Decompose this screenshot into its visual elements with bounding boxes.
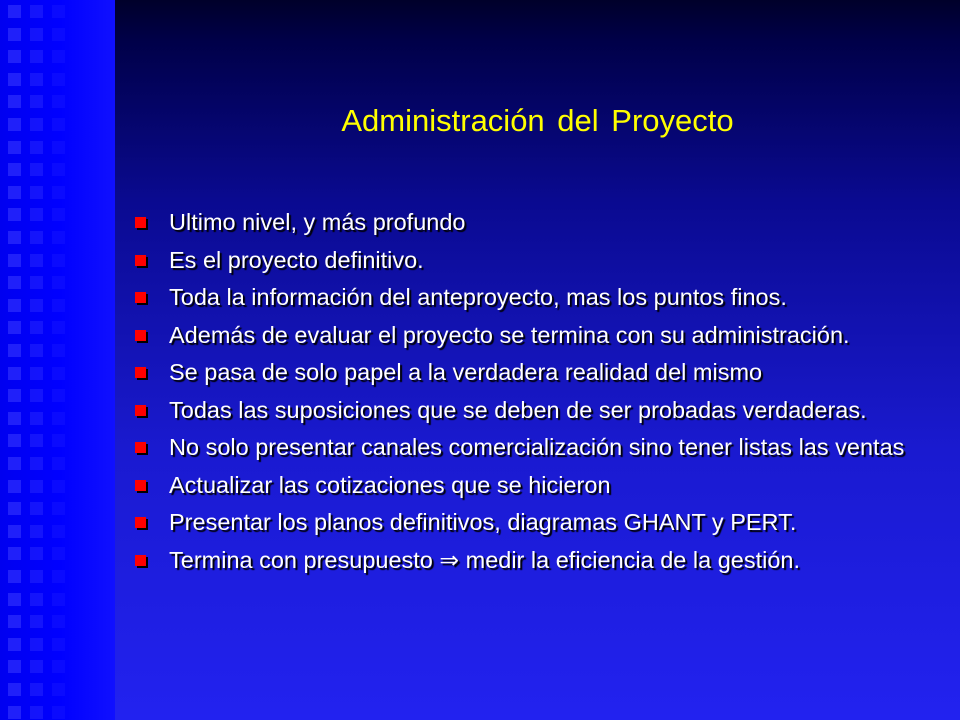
decorative-square bbox=[52, 254, 65, 267]
decorative-square bbox=[8, 367, 21, 380]
decorative-square bbox=[52, 95, 65, 108]
red-square-bullet-icon bbox=[135, 405, 146, 416]
decorative-square bbox=[8, 141, 21, 154]
decorative-square bbox=[52, 389, 65, 402]
decorative-square bbox=[52, 593, 65, 606]
decorative-square bbox=[30, 163, 43, 176]
red-square-bullet-icon bbox=[135, 480, 146, 491]
bullet-text: Presentar los planos definitivos, diagramas GHANT y PERT. bbox=[169, 509, 797, 535]
decorative-square bbox=[30, 457, 43, 470]
bullet-text: Además de evaluar el proyecto se termina con su administración. bbox=[169, 321, 850, 348]
decorative-square bbox=[30, 299, 43, 312]
decorative-square bbox=[30, 706, 43, 719]
decorative-square bbox=[30, 141, 43, 154]
decorative-square bbox=[52, 615, 65, 628]
decorative-square bbox=[30, 412, 43, 425]
decorative-square bbox=[52, 299, 65, 312]
decorative-square bbox=[30, 367, 43, 380]
decorative-square bbox=[52, 434, 65, 447]
decorative-square bbox=[30, 5, 43, 18]
decorative-square bbox=[52, 638, 65, 651]
decorative-square bbox=[30, 254, 43, 267]
decorative-square bbox=[30, 638, 43, 651]
decorative-square bbox=[30, 389, 43, 402]
bullet-item bbox=[133, 433, 930, 461]
red-square-bullet-icon bbox=[135, 555, 146, 566]
decorative-square bbox=[8, 118, 21, 131]
left-decorative-band bbox=[0, 0, 115, 720]
decorative-square bbox=[52, 321, 65, 334]
decorative-square bbox=[52, 73, 65, 86]
decorative-square bbox=[8, 95, 21, 108]
decorative-square bbox=[30, 480, 43, 493]
decorative-square bbox=[30, 186, 43, 199]
bullet-text: No solo presentar canales comercialización sino tener listas las ventas bbox=[169, 434, 905, 460]
decorative-square bbox=[8, 525, 21, 538]
decorative-square bbox=[52, 208, 65, 221]
bullet-item bbox=[133, 471, 930, 499]
decorative-square bbox=[52, 141, 65, 154]
red-square-bullet-icon bbox=[135, 292, 146, 303]
decorative-square bbox=[30, 95, 43, 108]
decorative-square bbox=[52, 231, 65, 244]
decorative-square bbox=[30, 118, 43, 131]
decorative-square bbox=[8, 683, 21, 696]
bullet-item bbox=[133, 283, 930, 311]
decorative-square bbox=[8, 186, 21, 199]
decorative-square bbox=[8, 163, 21, 176]
bullet-item bbox=[133, 396, 930, 424]
decorative-square bbox=[52, 412, 65, 425]
bullet-text: Es el proyecto definitivo. bbox=[169, 246, 424, 273]
decorative-square bbox=[30, 208, 43, 221]
decorative-square bbox=[52, 118, 65, 131]
decorative-square bbox=[52, 276, 65, 289]
decorative-square bbox=[30, 321, 43, 334]
decorative-square bbox=[8, 480, 21, 493]
decorative-square bbox=[30, 73, 43, 86]
decorative-square bbox=[52, 344, 65, 357]
decorative-square bbox=[8, 344, 21, 357]
bullet-text: Termina con presupuesto ⇒ medir la eficiencia de la gestión. bbox=[169, 546, 801, 573]
bullet-item bbox=[133, 321, 930, 349]
bullet-list bbox=[133, 208, 930, 583]
decorative-square bbox=[8, 593, 21, 606]
decorative-square bbox=[8, 50, 21, 63]
decorative-square bbox=[30, 593, 43, 606]
bullet-text: Todas las suposiciones que se deben de ser probadas verdaderas. bbox=[169, 396, 867, 423]
bullet-text: Se pasa de solo papel a la verdadera realidad del mismo bbox=[169, 359, 763, 385]
decorative-square bbox=[8, 231, 21, 244]
red-square-bullet-icon bbox=[135, 330, 146, 341]
decorative-square bbox=[8, 299, 21, 312]
decorative-square bbox=[8, 615, 21, 628]
decorative-square bbox=[30, 660, 43, 673]
decorative-square bbox=[8, 73, 21, 86]
decorative-square bbox=[30, 434, 43, 447]
decorative-square bbox=[8, 660, 21, 673]
red-square-bullet-icon bbox=[135, 367, 146, 378]
red-square-bullet-icon bbox=[135, 517, 146, 528]
decorative-square bbox=[8, 254, 21, 267]
slide-title: Administración del Proyecto bbox=[341, 103, 734, 138]
bullet-item bbox=[133, 546, 930, 574]
decorative-square bbox=[30, 28, 43, 41]
decorative-square bbox=[8, 28, 21, 41]
bullet-text: Ultimo nivel, y más profundo bbox=[169, 209, 466, 235]
decorative-square bbox=[52, 525, 65, 538]
red-square-bullet-icon bbox=[135, 442, 146, 453]
decorative-square bbox=[8, 638, 21, 651]
decorative-square bbox=[52, 570, 65, 583]
decorative-square bbox=[8, 502, 21, 515]
decorative-square bbox=[52, 163, 65, 176]
decorative-square bbox=[8, 321, 21, 334]
decorative-square bbox=[8, 434, 21, 447]
red-square-bullet-icon bbox=[135, 255, 146, 266]
decorative-square bbox=[52, 5, 65, 18]
bullet-text: Actualizar las cotizaciones que se hicieron bbox=[169, 471, 611, 498]
decorative-square bbox=[30, 502, 43, 515]
decorative-square bbox=[8, 389, 21, 402]
decorative-square bbox=[52, 367, 65, 380]
bullet-item bbox=[133, 208, 930, 236]
decorative-square bbox=[30, 547, 43, 560]
decorative-square bbox=[52, 50, 65, 63]
decorative-square bbox=[52, 547, 65, 560]
decorative-square bbox=[30, 525, 43, 538]
decorative-square bbox=[30, 276, 43, 289]
decorative-square bbox=[52, 480, 65, 493]
decorative-square bbox=[8, 706, 21, 719]
decorative-square bbox=[52, 502, 65, 515]
decorative-square bbox=[30, 683, 43, 696]
decorative-square bbox=[8, 276, 21, 289]
decorative-square bbox=[30, 231, 43, 244]
decorative-square bbox=[8, 570, 21, 583]
bullet-item bbox=[133, 246, 930, 274]
decorative-square bbox=[52, 683, 65, 696]
decorative-square bbox=[52, 706, 65, 719]
decorative-square bbox=[52, 457, 65, 470]
bullet-text: Toda la información del anteproyecto, mas los puntos finos. bbox=[169, 284, 787, 310]
decorative-square bbox=[8, 208, 21, 221]
bullet-item bbox=[133, 508, 930, 536]
decorative-square bbox=[52, 186, 65, 199]
decorative-square bbox=[30, 615, 43, 628]
decorative-square bbox=[8, 5, 21, 18]
red-square-bullet-icon bbox=[135, 217, 146, 228]
decorative-square bbox=[30, 344, 43, 357]
decorative-square bbox=[8, 457, 21, 470]
decorative-square bbox=[52, 660, 65, 673]
decorative-square bbox=[52, 28, 65, 41]
decorative-square bbox=[8, 412, 21, 425]
decorative-square bbox=[30, 570, 43, 583]
decorative-square bbox=[8, 547, 21, 560]
bullet-item bbox=[133, 358, 930, 386]
decorative-square bbox=[30, 50, 43, 63]
